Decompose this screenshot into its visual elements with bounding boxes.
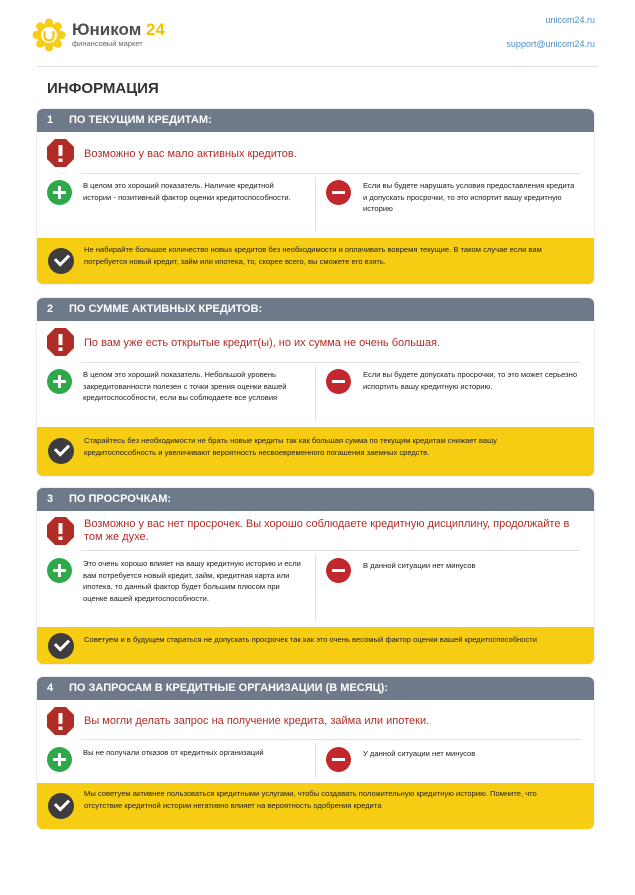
section-title: ПО ЗАПРОСАМ В КРЕДИТНЫЕ ОРГАНИЗАЦИИ (В МЕСЯЦ): bbox=[69, 682, 388, 694]
section-credit-requests bbox=[37, 677, 594, 829]
plus-icon bbox=[47, 558, 72, 583]
check-icon bbox=[48, 438, 74, 464]
section-header bbox=[37, 109, 594, 132]
section-active-credits-sum bbox=[37, 298, 594, 476]
tip-bar bbox=[37, 627, 594, 664]
warning-text: Возможно у вас мало активных кредитов. bbox=[84, 148, 297, 160]
tip-bar bbox=[37, 427, 594, 476]
section-title: ПО ПРОСРОЧКАМ: bbox=[69, 493, 172, 505]
divider bbox=[81, 362, 580, 363]
warning-text: Вы могли делать запрос на получение кредита, займа или ипотеки. bbox=[84, 715, 430, 727]
section-header bbox=[37, 298, 594, 321]
support-email-link[interactable]: support@unicom24.ru bbox=[506, 39, 595, 49]
section-number: 4 bbox=[47, 682, 54, 694]
section-title: ПО СУММЕ АКТИВНЫХ КРЕДИТОВ: bbox=[69, 303, 263, 315]
divider bbox=[81, 550, 580, 551]
check-icon bbox=[48, 633, 74, 659]
brand-name[interactable]: Юником 24 bbox=[72, 20, 165, 39]
divider bbox=[81, 739, 580, 740]
tip-text: Мы советуем активнее пользоваться кредитными услугами, чтобы создавать положительную кредитную историю. Помните, что отсутствие кредитной истории негативно влияет на вероятность одобрения кредита bbox=[84, 789, 537, 810]
plus-icon bbox=[47, 180, 72, 205]
minus-icon bbox=[326, 558, 351, 583]
section-header bbox=[37, 677, 594, 700]
column-divider bbox=[315, 177, 316, 231]
plus-icon bbox=[47, 369, 72, 394]
section-number: 2 bbox=[47, 303, 54, 315]
cons-text: Если вы будете нарушать условия предоставления кредита и допускать просрочки, то это испортит вашу кредитную историю bbox=[363, 181, 575, 213]
warning-text: Возможно у вас нет просрочек. Вы хорошо соблюдаете кредитную дисциплину, продолжайте в том же духе. bbox=[84, 518, 570, 543]
section-overdue bbox=[37, 488, 594, 664]
pros-text: В целом это хороший показатель. Небольшой уровень закредитованности полезен с точки зрения оценки вашей кредитоспособности, если вы соблюдаете все условия bbox=[83, 370, 287, 402]
section-title: ПО ТЕКУЩИМ КРЕДИТАМ: bbox=[69, 114, 212, 126]
tip-bar bbox=[37, 783, 594, 829]
column-divider bbox=[315, 743, 316, 778]
warning-icon bbox=[47, 517, 74, 545]
tip-text: Старайтесь без необходимости не брать новые кредиты так как большая сумма по текущим кредитам снижает вашу кредитоспособность и увеличивают вероятность несвоевременного погашения заемных средств. bbox=[84, 436, 497, 457]
column-divider bbox=[315, 554, 316, 620]
pros-text: В целом это хороший показатель. Наличие кредитной истории - позитивный фактор оценки кредитоспособности. bbox=[83, 181, 291, 202]
warning-icon bbox=[47, 328, 74, 356]
section-header bbox=[37, 488, 594, 511]
check-icon bbox=[48, 793, 74, 819]
unicom-logo-icon[interactable] bbox=[32, 18, 66, 52]
minus-icon bbox=[326, 180, 351, 205]
divider bbox=[81, 173, 580, 174]
pros-text: Это очень хорошо влияет на вашу кредитную историю и если вам потребуется новый кредит, займ, кредитная карта или ипотека, то данный фактор будет большим плюсом при оценке вашей кредитоспособности. bbox=[83, 559, 301, 603]
tip-bar bbox=[37, 238, 594, 284]
tip-text: Не набирайте большое количество новых кредитов без необходимости и оплачивать вовремя текущие. В таком случае если вам потребуется новый кредит, займ или ипотека, то, скорее всего, вы сможете его взять. bbox=[84, 245, 542, 266]
column-divider bbox=[315, 366, 316, 420]
cons-text: Если вы будете допускать просрочки, то это может серьезно испортить вашу кредитную историю. bbox=[363, 370, 578, 391]
warning-text: По вам уже есть открытые кредит(ы), но их сумма не очень большая. bbox=[84, 337, 440, 349]
tip-text: Советуем и в будущем стараться не допускать просрочек так как это очень весомый фактор оценки вашей кредитоспособности bbox=[84, 635, 537, 644]
check-icon bbox=[48, 248, 74, 274]
section-number: 3 bbox=[47, 493, 54, 505]
header-divider bbox=[37, 66, 598, 67]
minus-icon bbox=[326, 747, 351, 772]
brand-tagline: финансовый маркет bbox=[72, 39, 143, 48]
cons-text: В данной ситуации нет минусов bbox=[363, 561, 476, 570]
minus-icon bbox=[326, 369, 351, 394]
section-current-credits bbox=[37, 109, 594, 284]
plus-icon bbox=[47, 747, 72, 772]
pros-text: Вы не получали отказов от кредитных организаций bbox=[83, 748, 264, 757]
cons-text: У данной ситуации нет минусов bbox=[363, 749, 476, 758]
warning-icon bbox=[47, 707, 74, 735]
section-number: 1 bbox=[47, 114, 54, 126]
warning-icon bbox=[47, 139, 74, 167]
website-link[interactable]: unicom24.ru bbox=[545, 15, 595, 25]
page-title: ИНФОРМАЦИЯ bbox=[47, 80, 159, 97]
